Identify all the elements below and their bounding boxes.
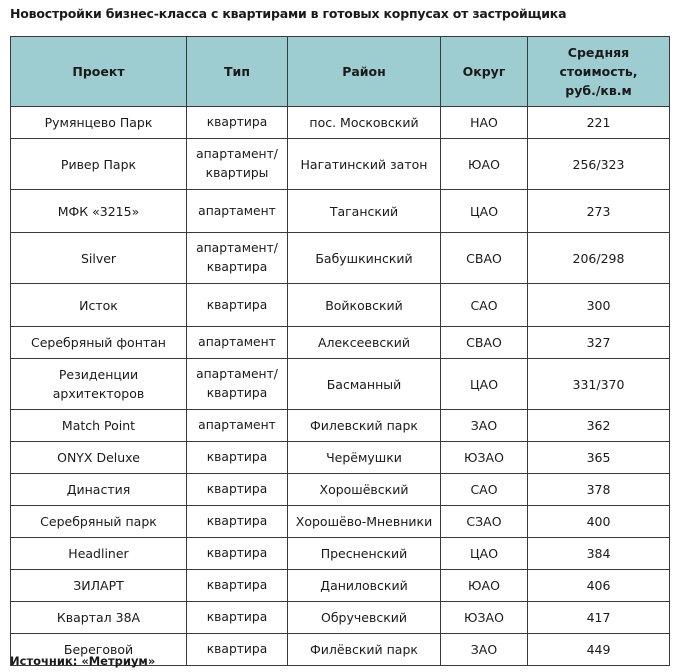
cell-project: Headliner [11, 538, 187, 570]
cell-type-line1: апартамент/ [196, 367, 278, 381]
cell-okrug: ЮАО [441, 139, 528, 190]
cell-okrug: ЦАО [441, 538, 528, 570]
cell-district: Войковский [288, 284, 441, 327]
cell-type: квартира [187, 474, 288, 506]
table-row [11, 139, 670, 190]
cell-type: квартира [187, 284, 288, 327]
cell-district: Филевский парк [288, 410, 441, 442]
cell-price: 221 [528, 107, 670, 139]
cell-project: Исток [11, 284, 187, 327]
cell-okrug: СВАО [441, 233, 528, 284]
table-row [11, 442, 670, 474]
table-title: Новостройки бизнес-класса с квартирами в готовых корпусах от застройщика [10, 6, 567, 21]
col-header-district: Район [288, 37, 441, 107]
cell-type-line2: квартира [206, 260, 268, 274]
cell-price: 378 [528, 474, 670, 506]
cell-district: пос. Московский [288, 107, 441, 139]
col-header-price [528, 37, 670, 107]
cell-type: апартамент [187, 410, 288, 442]
cell-project: Match Point [11, 410, 187, 442]
cell-project: Серебряный парк [11, 506, 187, 538]
cell-price: 273 [528, 190, 670, 233]
col-header-price-line2: стоимость, [559, 64, 638, 79]
cell-project: Ривер Парк [11, 139, 187, 190]
cell-price: 206/298 [528, 233, 670, 284]
table-row [11, 506, 670, 538]
cell-okrug: ЮЗАО [441, 442, 528, 474]
cell-okrug: ЮЗАО [441, 602, 528, 634]
cell-district: Хорошёвский [288, 474, 441, 506]
cell-type: квартира [187, 634, 288, 666]
table-row [11, 602, 670, 634]
data-table [10, 36, 670, 666]
table-row [11, 538, 670, 570]
col-header-price-line3: руб./кв.м [565, 83, 632, 98]
header-row [11, 37, 670, 107]
cell-district: Черёмушки [288, 442, 441, 474]
cell-type: квартира [187, 538, 288, 570]
table-row [11, 107, 670, 139]
cell-district: Нагатинский затон [288, 139, 441, 190]
cell-okrug: САО [441, 474, 528, 506]
cell-district: Филёвский парк [288, 634, 441, 666]
cell-district: Обручевский [288, 602, 441, 634]
cell-type-line2: квартиры [205, 166, 269, 180]
cell-price: 365 [528, 442, 670, 474]
table-row [11, 359, 670, 410]
cell-district: Даниловский [288, 570, 441, 602]
cell-type-line1: апартамент/ [196, 241, 278, 255]
cell-price: 256/323 [528, 139, 670, 190]
cell-project: ONYX Deluxe [11, 442, 187, 474]
cell-okrug: СЗАО [441, 506, 528, 538]
cell-type: квартира [187, 506, 288, 538]
cell-district: Басманный [288, 359, 441, 410]
cell-type: квартира [187, 442, 288, 474]
cell-okrug: ЦАО [441, 359, 528, 410]
cell-type: апартамент [187, 327, 288, 359]
cell-okrug: СВАО [441, 327, 528, 359]
table-row [11, 570, 670, 602]
cell-price: 331/370 [528, 359, 670, 410]
cell-okrug: ЗАО [441, 634, 528, 666]
col-header-price-line1: Средняя [567, 45, 630, 60]
cell-project: Квартал 38А [11, 602, 187, 634]
table-row [11, 327, 670, 359]
cell-type: апартамент [187, 190, 288, 233]
cell-project: Династия [11, 474, 187, 506]
cell-price: 417 [528, 602, 670, 634]
table-row [11, 284, 670, 327]
cell-type [187, 139, 288, 190]
cell-district: Алексеевский [288, 327, 441, 359]
cell-okrug: САО [441, 284, 528, 327]
cell-price: 300 [528, 284, 670, 327]
cell-price: 400 [528, 506, 670, 538]
col-header-okrug: Округ [441, 37, 528, 107]
cell-project: Резиденции архитекторов [11, 359, 187, 410]
cell-project: Silver [11, 233, 187, 284]
table-row [11, 190, 670, 233]
cell-project: ЗИЛАРТ [11, 570, 187, 602]
cell-district: Бабушкинский [288, 233, 441, 284]
cell-okrug: НАО [441, 107, 528, 139]
cell-price: 327 [528, 327, 670, 359]
col-header-project: Проект [11, 37, 187, 107]
cell-price: 384 [528, 538, 670, 570]
cell-type: квартира [187, 602, 288, 634]
cell-type-line2: квартира [206, 386, 268, 400]
cell-type: квартира [187, 107, 288, 139]
cell-price: 406 [528, 570, 670, 602]
cell-project: Серебряный фонтан [11, 327, 187, 359]
table-row [11, 410, 670, 442]
source-note: Источник: «Метриум» [10, 654, 156, 668]
cell-district: Пресненский [288, 538, 441, 570]
cell-project: МФК «3215» [11, 190, 187, 233]
cell-type [187, 359, 288, 410]
cell-price: 362 [528, 410, 670, 442]
cell-type [187, 233, 288, 284]
cell-project: Румянцево Парк [11, 107, 187, 139]
table-row [11, 233, 670, 284]
cell-project: Береговой [11, 634, 187, 666]
cell-district: Хорошёво-Мневники [288, 506, 441, 538]
cell-district: Таганский [288, 190, 441, 233]
cell-type-line1: апартамент/ [196, 147, 278, 161]
cell-price: 449 [528, 634, 670, 666]
cell-okrug: ЦАО [441, 190, 528, 233]
cell-okrug: ЗАО [441, 410, 528, 442]
cell-okrug: ЮАО [441, 570, 528, 602]
col-header-type: Тип [187, 37, 288, 107]
cell-type: квартира [187, 570, 288, 602]
table-row [11, 474, 670, 506]
